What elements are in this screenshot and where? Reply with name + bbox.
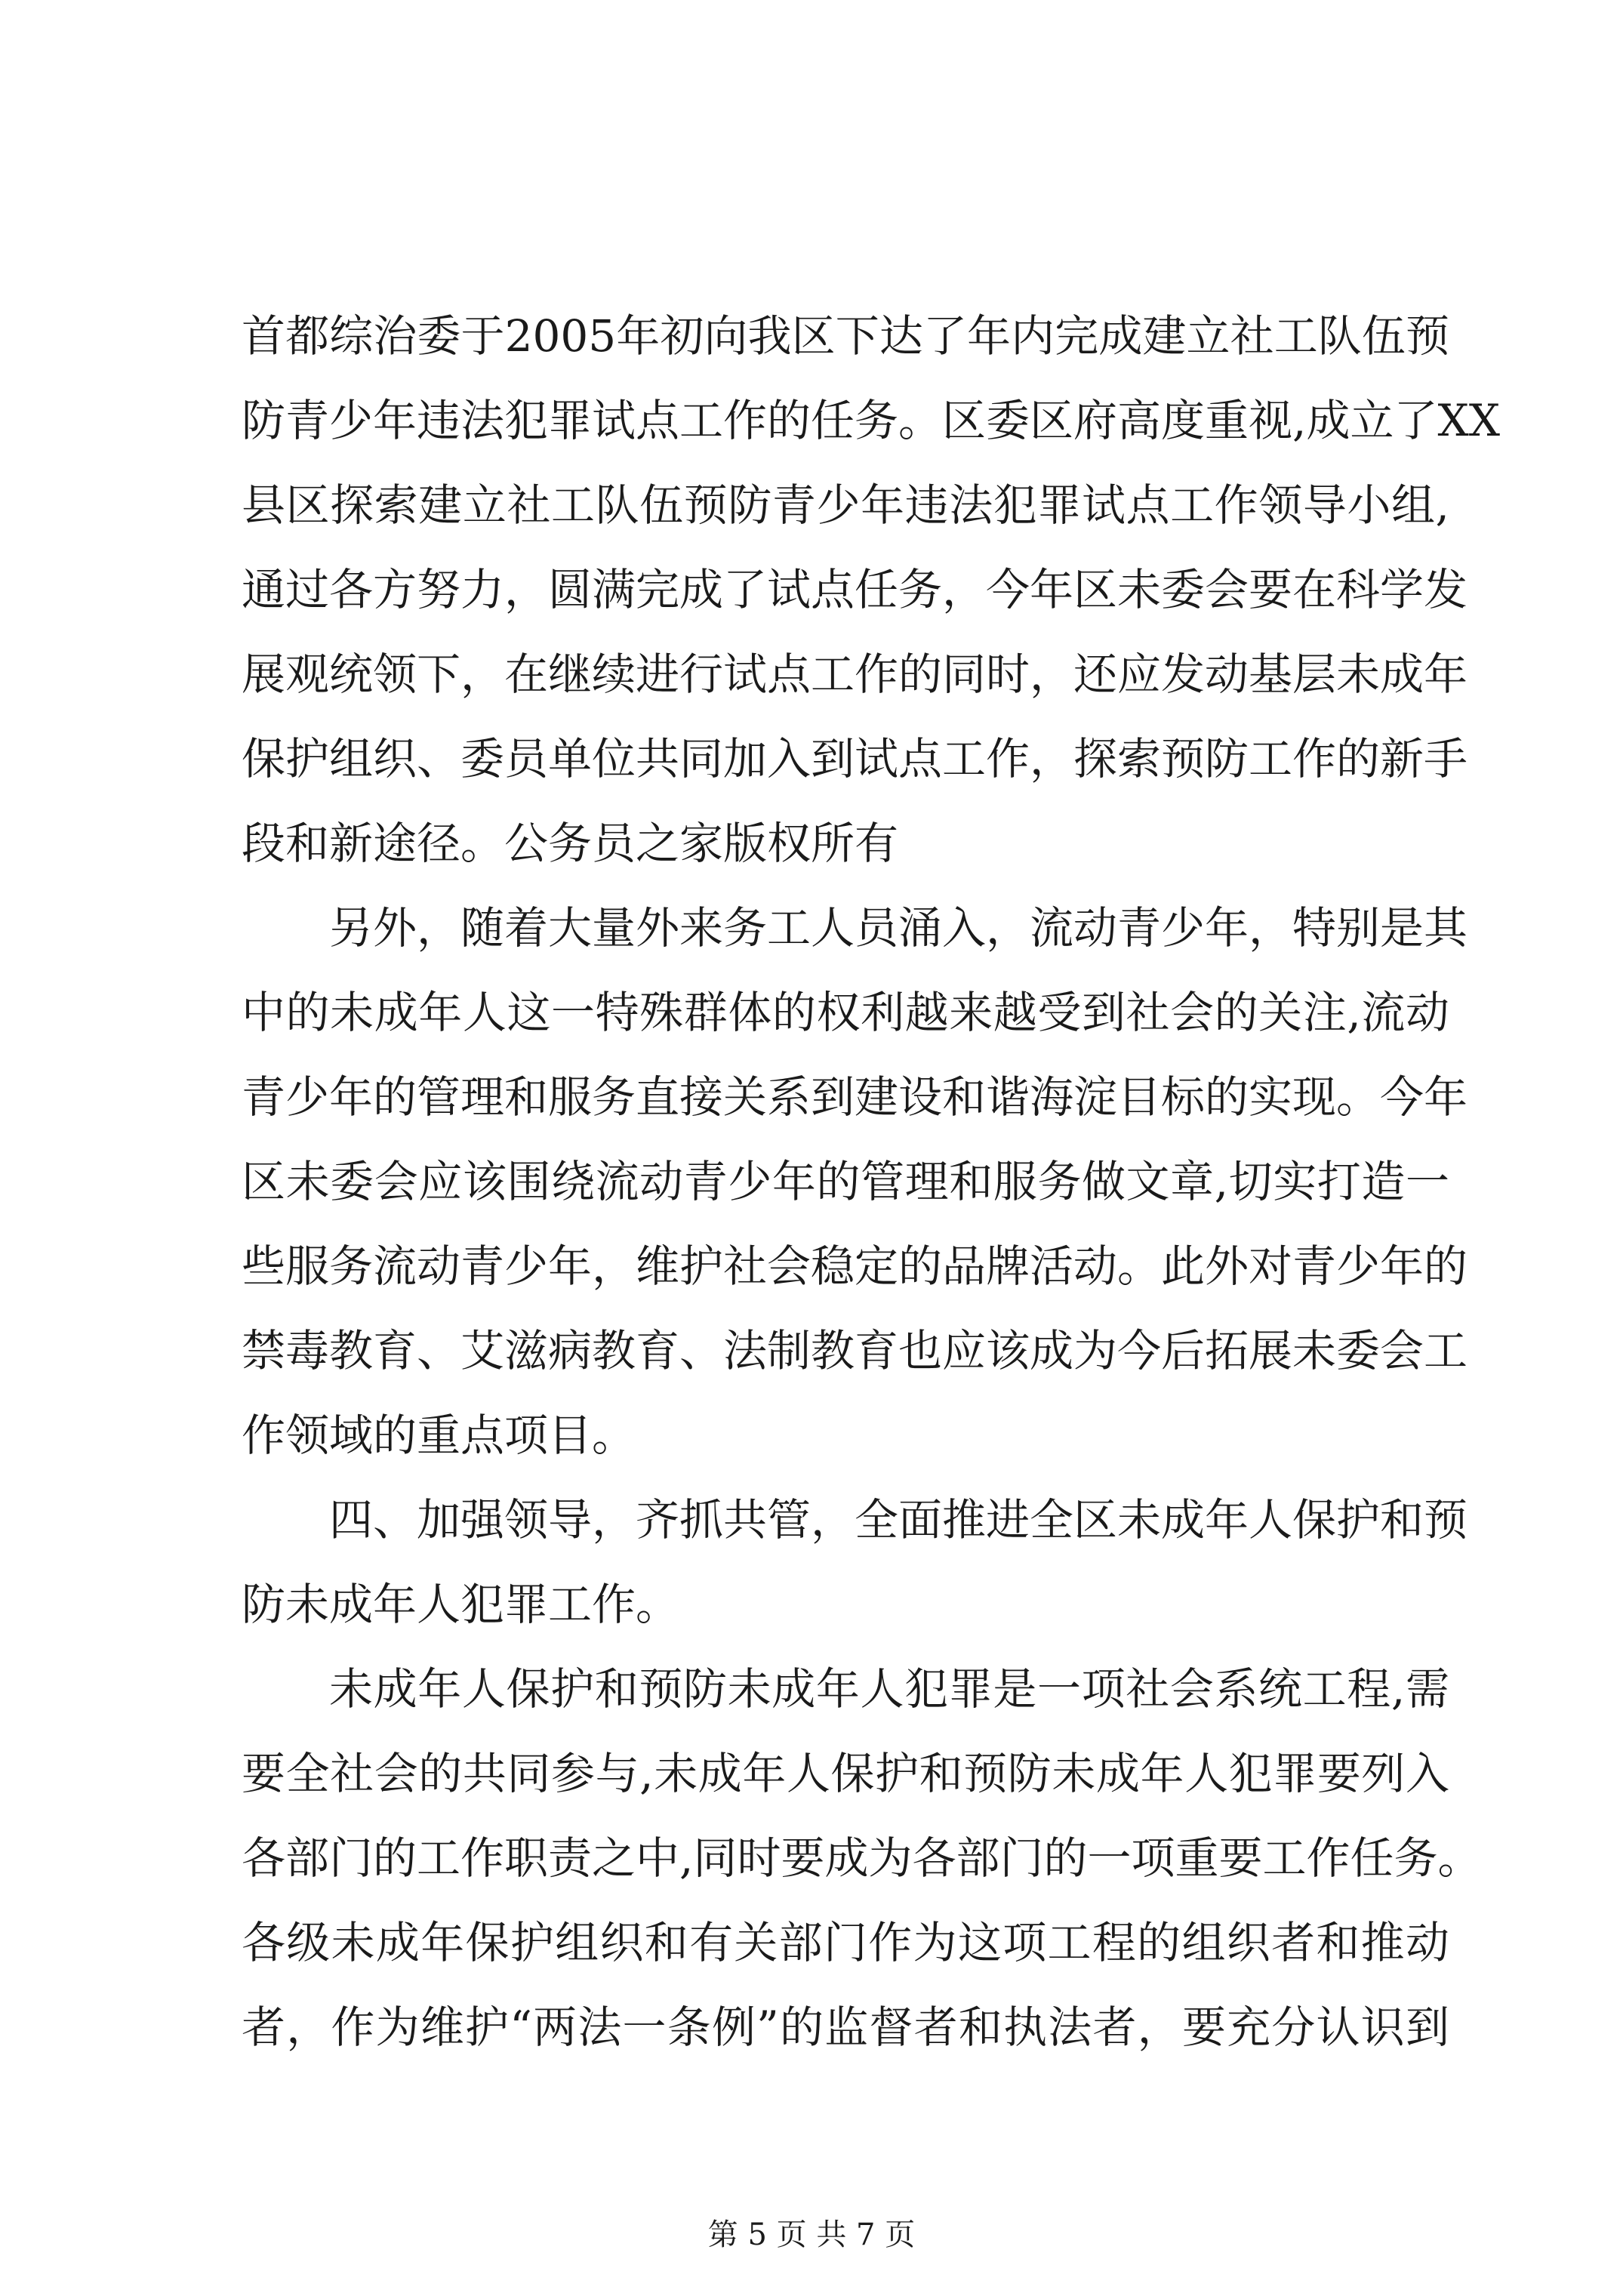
text-line: 要全社会的共同参与,未成年人保护和预防未成年人犯罪要列入	[242, 1748, 1449, 1799]
text-line: 青少年的管理和服务直接关系到建设和谐海淀目标的实现。今年	[242, 1071, 1468, 1123]
text-line: 保护组织、委员单位共同加入到试点工作，探索预防工作的新手	[242, 733, 1468, 784]
text-line: 各级未成年保护组织和有关部门作为这项工程的组织者和推动	[242, 1917, 1449, 1968]
text-line: 各部门的工作职责之中,同时要成为各部门的一项重要工作任务。	[242, 1832, 1482, 1884]
text-line: 展观统领下，在继续进行试点工作的同时，还应发动基层未成年	[242, 649, 1468, 700]
text-line: 些服务流动青少年，维护社会稳定的品牌活动。此外对青少年的	[242, 1240, 1468, 1292]
page-number-footer: 第 5 页 共 7 页	[707, 2217, 916, 2252]
text-line: 防青少年违法犯罪试点工作的任务。区委区府高度重视,成立了XX	[242, 395, 1501, 446]
text-line: 者，作为维护“两法一条例”的监督者和执法者，要充分认识到	[242, 2002, 1449, 2053]
section-heading-line: 防未成年人犯罪工作。	[242, 1579, 680, 1630]
text-line: 禁毒教育、艾滋病教育、法制教育也应该成为今后拓展未委会工	[242, 1325, 1468, 1376]
text-line: 段和新途径。公务员之家版权所有	[242, 818, 899, 869]
text-line: 县区探索建立社工队伍预防青少年违法犯罪试点工作领导小组,	[242, 479, 1449, 531]
paragraph-first-line: 另外，随着大量外来务工人员涌入，流动青少年，特别是其	[329, 902, 1468, 954]
text-line: 通过各方努力，圆满完成了试点任务，今年区未委会要在科学发	[242, 564, 1468, 615]
section-heading-line: 四、加强领导，齐抓共管，全面推进全区未成年人保护和预	[329, 1494, 1468, 1546]
text-line: 首都综治委于2005年初向我区下达了年内完成建立社工队伍预	[242, 310, 1449, 362]
text-line: 区未委会应该围绕流动青少年的管理和服务做文章,切实打造一	[242, 1156, 1449, 1207]
text-line: 中的未成年人这一特殊群体的权利越来越受到社会的关注,流动	[242, 987, 1449, 1038]
paragraph-first-line: 未成年人保护和预防未成年人犯罪是一项社会系统工程,需	[329, 1663, 1449, 1715]
text-line: 作领域的重点项目。	[242, 1410, 636, 1461]
